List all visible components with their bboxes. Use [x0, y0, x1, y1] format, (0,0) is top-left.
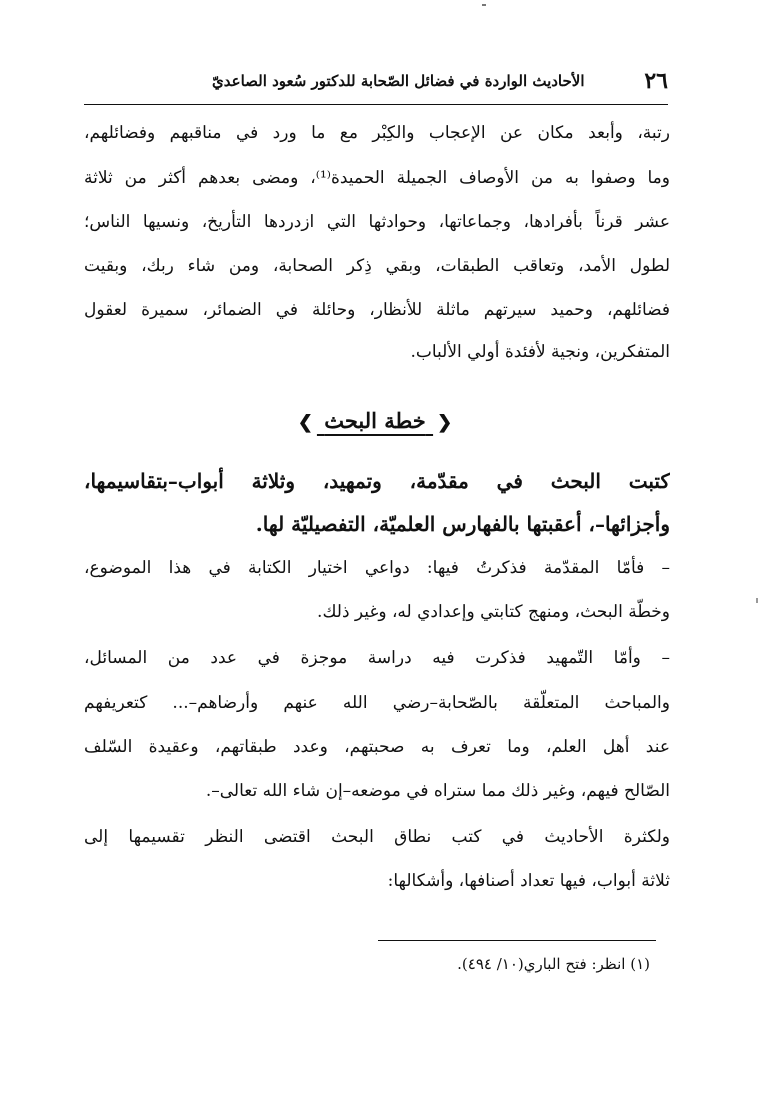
- plan-line: عند أهل العلم، وما تعرف به صحبتهم، وعدد طبقاتهم، وعقيدة السّلف: [84, 737, 670, 757]
- intro-line: المتفكرين، ونجية لأفئدة أولي الألباب.: [410, 342, 670, 362]
- scan-speck: [756, 598, 758, 603]
- intro-line: لطول الأمد، وتعاقب الطبقات، وبقي ذِكر الصحابة، ومن شاء ربك، وبقيت: [84, 256, 670, 276]
- intro-line: وما وصفوا به من الأوصاف الجميلة الحميدة⁽¹⁾، ومضى بعدهم أكثر من ثلاثة: [84, 168, 670, 188]
- section-heading: [270, 408, 480, 444]
- plan-line: وخطّة البحث، ومنهج كتابتي وإعدادي له، وغير ذلك.: [317, 602, 670, 622]
- footnote-divider: [378, 940, 656, 941]
- plan-line: – وأمّا التّمهيد فذكرت فيه دراسة موجزة في عدد من المسائل،: [84, 648, 670, 668]
- page-number: ٢٦: [644, 68, 668, 94]
- plan-line: الصّالح فيهم، وغير ذلك مما ستراه في موضعه–إن شاء الله تعالى–.: [205, 781, 670, 801]
- running-title: الأحاديث الواردة في فضائل الصّحابة للدكتور سُعود الصاعديّ: [212, 72, 585, 90]
- intro-line: فضائلهم، وحميد سيرتهم ماثلة للأنظار، وحائلة في الضمائر، سميرة لعقول: [84, 300, 670, 320]
- scan-speck: [482, 4, 486, 6]
- header-divider: [84, 104, 668, 105]
- ornament-left-icon: ❯: [297, 412, 313, 433]
- footnote: (١) انظر: فتح الباري(١٠/ ٤٩٤).: [457, 955, 650, 973]
- intro-line: عشر قرناً بأفرادها، وجماعاتها، وحوادثها التي ازدردها التأريخ، ونسيها الناس؛: [84, 212, 670, 232]
- section-heading-text: خطة البحث: [324, 408, 426, 433]
- ornament-right-icon: ❮: [437, 412, 453, 433]
- plan-line: كتبت البحث في مقدّمة، وتمهيد، وثلاثة أبواب–بتقاسيمها،: [84, 469, 670, 493]
- plan-line: والمباحث المتعلّقة بالصّحابة–رضي الله عنهم وأرضاهم–... كتعريفهم: [84, 693, 670, 713]
- intro-line: رتبة، وأبعد مكان عن الإعجاب والكِبْر مع ما ورد في مناقبهم وفضائلهم،: [84, 123, 670, 143]
- plan-line: وأجزائها–، أعقبتها بالفهارس العلميّة، التفصيليّة لها.: [255, 512, 670, 536]
- page-header: [88, 64, 668, 104]
- plan-line: – فأمّا المقدّمة فذكرتُ فيها: دواعي اختيار الكتابة في هذا الموضوع،: [84, 558, 670, 578]
- plan-line: ثلاثة أبواب، فيها تعداد أصنافها، وأشكالها:: [387, 871, 670, 891]
- plan-line: ولكثرة الأحاديث في كتب نطاق البحث اقتضى النظر تقسيمها إلى: [84, 827, 670, 847]
